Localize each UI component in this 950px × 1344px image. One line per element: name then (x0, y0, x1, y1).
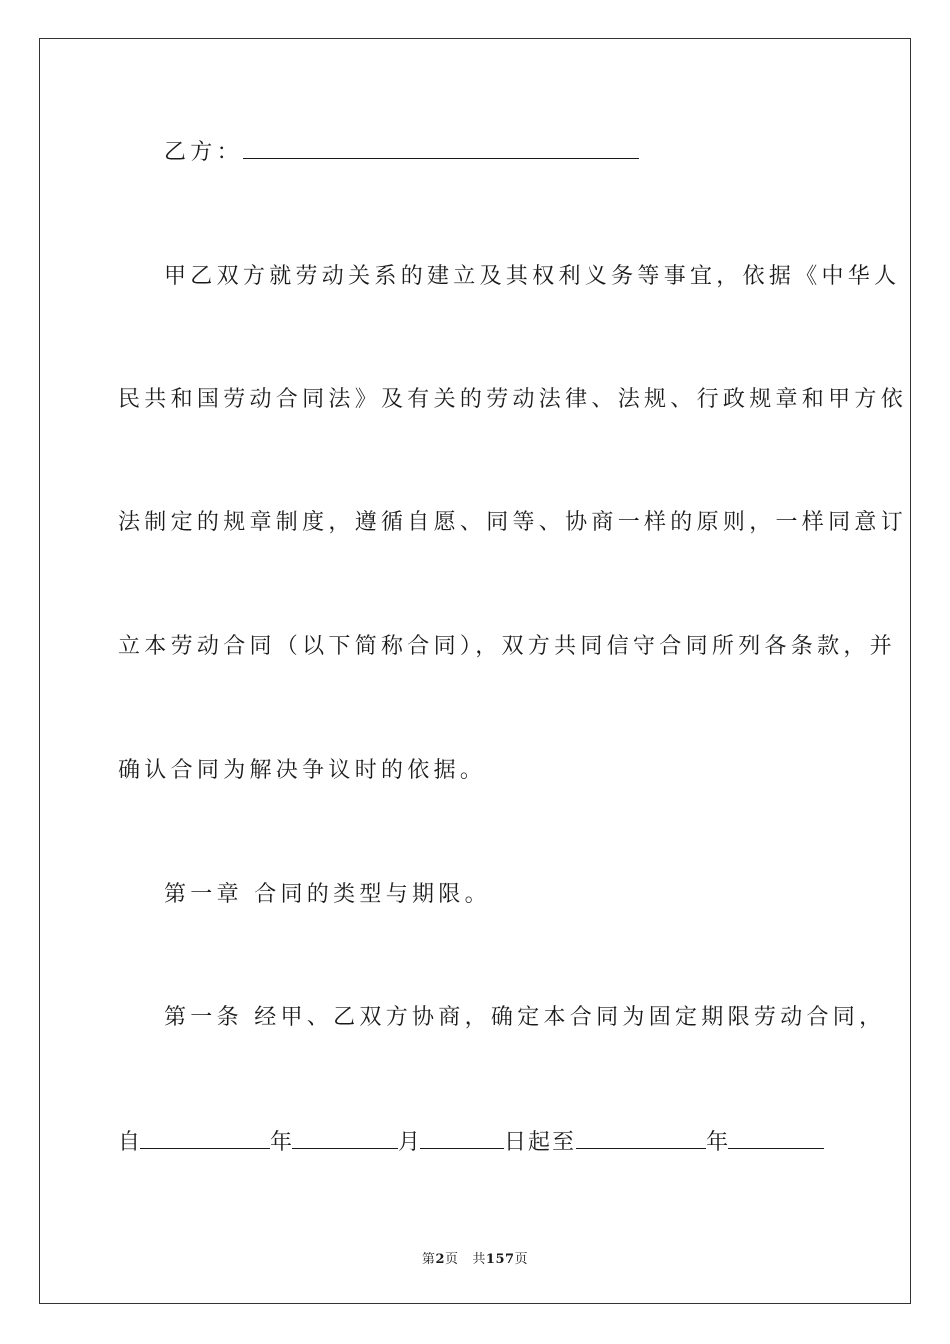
footer-total-prefix: 共 (472, 1252, 486, 1267)
from-label: 自 (118, 1130, 141, 1155)
party-b-line (164, 138, 833, 168)
party-b-blank[interactable] (243, 138, 639, 159)
article-line: 第一条 经甲、乙双方协商，确定本合同为固定期限劳动合同， (164, 1005, 886, 1030)
paragraph-line: 法制定的规章制度，遵循自愿、同等、协商一样的原则，一样同意订 (118, 510, 908, 535)
page-frame (39, 38, 911, 1304)
day-until-label: 日起至 (504, 1130, 577, 1155)
end-year-blank[interactable] (576, 1128, 706, 1149)
page-footer (0, 1248, 950, 1267)
paragraph-line: 确认合同为解决争议时的依据。 (118, 758, 487, 783)
total-pages: 157 (485, 1252, 515, 1267)
year-label-2: 年 (706, 1130, 729, 1155)
paragraph-line: 民共和国劳动合同法》及有关的劳动法律、法规、行政规章和甲方依 (118, 387, 908, 412)
paragraph-line: 立本劳动合同（以下简称合同），双方共同信守合同所列各条款，并 (118, 634, 897, 659)
chapter-heading: 第一章 合同的类型与期限。 (164, 882, 491, 907)
start-year-blank[interactable] (140, 1128, 270, 1149)
start-day-blank[interactable] (420, 1128, 504, 1149)
footer-page-suffix: 页 (444, 1252, 459, 1267)
end-month-blank[interactable] (728, 1128, 824, 1149)
footer-prefix: 第 (421, 1252, 436, 1267)
page-number: 2 (435, 1252, 445, 1267)
party-b-label: 乙方： (164, 140, 243, 165)
paragraph-line: 甲乙双方就劳动关系的建立及其权利义务等事宜，依据《中华人 (164, 264, 901, 289)
month-label: 月 (398, 1130, 421, 1155)
date-range-line (118, 1128, 833, 1158)
footer-total-suffix: 页 (514, 1252, 529, 1267)
start-month-blank[interactable] (292, 1128, 398, 1149)
year-label: 年 (270, 1130, 293, 1155)
